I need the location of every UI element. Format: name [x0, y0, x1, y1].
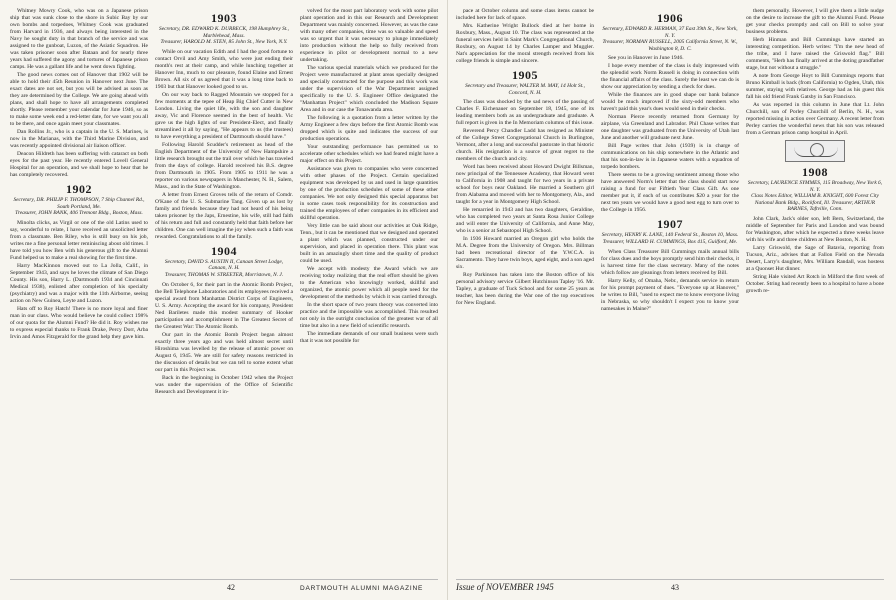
- paragraph: See you in Hanover in June 1946.: [608, 55, 684, 62]
- class-secretary: Secretary and Treasurer, WALTER M. MAY, 14 Holt St., Concord, N. H.: [465, 83, 585, 96]
- paragraph: Back in the beginning in October 1942 when the Project was under the supervision of the Office of Scientific Research and Development it in-: [155, 374, 293, 395]
- paragraph: Roy Parkinson has taken into the Boston office of his personal advisory service Gilbert Hutchinson Tapley '16. Mr. Tapley, a graduate of Tuck School and for some 25 years as teacher, has been during the War one of the top executives for New England.: [456, 272, 594, 307]
- right-footer-rule: [456, 579, 884, 580]
- left-footer-rule: [10, 579, 438, 580]
- class-treasurer: Treasurer, JOHN BANK, 406 Tremont Bldg., Boston, Mass.: [15, 210, 143, 217]
- class-secretary: Secretary, EDWARD R. HERMAN, 37 East 39th St., New York, N. Y.: [602, 26, 738, 39]
- paragraph: As was reported in this column in June that Lt. John Churchill, son of Porley Churchill of Berlin, N. H., was reported missing in action over Germany. A recent letter from Perley carries the wonderful news that his son was released from a German prison camp hospital in April.: [746, 102, 884, 136]
- paragraph: John Clark, Jack's older son, left Bern, Switzerland, the middle of September for Paris and London and was bound for Washington, after which he expected a three weeks leave with his wife and three children at New Boston, N. H.: [746, 215, 884, 243]
- paragraph: In the short space of two years theory was converted into practice and the impossible was accomplished. This resulted not only in the outright conclusion of the greatest war of all time but also in a new field of scientific research.: [300, 302, 438, 329]
- paragraph: On our way back to Ragged Mountain we stopped for a few moments at the tepee of Heap Big Chief Cutter in New London. Living the quiet life, with the son and daughter away, Vic and Florence seemed in the best of health. Vic gave us the high lights of our President-Elect, and finally streamlined it all by saying, "He appears to us (the trustees) to have everything a president of Dartmouth should have.": [155, 91, 293, 140]
- class-heading-block: [155, 245, 293, 279]
- class-treasurer: Treasurer, HAROLD M. STEN, 85 John St., New York, N.Y.: [160, 39, 288, 46]
- class-heading-block: [155, 12, 293, 46]
- class-heading-block: [456, 69, 594, 96]
- paragraph: The following is a quotation from a letter written by the Army Engineer a few days before the first Atomic Bomb was dropped which is quite and indicates the success of our production operations.: [300, 115, 438, 142]
- paragraph: I hope every member of the class is duly impressed with the splendid work Norm Russell is doing in connection with the financial affairs of the class. Surely the least we can do is show our appreciation by sending a check for dues.: [601, 63, 739, 91]
- paragraph: Word has been received about Howard Dwight Billsman, now principal of the Tennessee Academy, that Howard went to California in 1908 and taught for two years in a private school for boys near Oakland. He married a Southern girl from Alabama and moved with her to Montgomery, Ala., and taught for a year in Montgomery High School.: [456, 164, 594, 206]
- class-secretary: Secretary, DAVID S. AUSTIN II, Canaan Street Lodge, Canaan, N. H.: [164, 258, 284, 272]
- class-year-heading: 1906: [657, 11, 683, 25]
- paragraph: volved for the most part laboratory work with some pilot plant operation and in this our Research and Development Department was mainly concerned. However, as was the case with many other companies, time was so valuable and speed was so urgent that it was necessary to plunge immediately into production without the help so fully received from experience in pilot or development normal to a new undertaking.: [300, 8, 438, 63]
- illustration-icon: [785, 140, 845, 162]
- paragraph: Herb Hinman and Bill Cummings have started an interesting competition. Herb writes: "I'm the new head of the tribe, and I have raised the Griswold flag." Bill comments, "Herb has finally arrived at the doting grandfather stage, but not without a struggle.": [746, 37, 884, 71]
- paragraph: The class was shocked by the sad news of the passing of Charles F. Eichenauer on September 18, 1945, one of its leading members both as an undergraduate and graduate. A full report is given in the In Memoriam columns of this issue.: [456, 99, 594, 127]
- class-heading-block: [601, 12, 739, 52]
- class-secretary: Secretary, DR. EDWARD K. DURBECK, 198 Humphrey St., Marblehead, Mass.: [159, 26, 289, 39]
- paragraph: Hats off to Roy Hatch! There is no more loyal and finer man in our class. Who would believe he could collect 198% of our quota for the Alumni Fund? He did it. Roy wishes me to express especial thanks to Frank Drake, Percy Dorr, Arba Irvin and Amos Fitzgerald for the grand help they gave him.: [10, 305, 148, 340]
- paragraph: He remarried in 1943 and has two daughters, Geraldine, who has completed two years at Santa Rosa Junior College and will enter the University of California, and Anne May, who is a senior at Sebastopol High School.: [456, 207, 594, 235]
- paragraph: We accept with modesty the Award which we are receiving today realizing that the real effort should be given to the American who knowingly worked, skillful and organized, the atomic power which all people need for the development of the methods by which it was carried through.: [300, 266, 438, 300]
- paragraph: Whitney Mowry Cook, who was on a Japanese prison ship that was sunk close to the shore in Subic Bay by our own bombs and torpedoes, Whitney Cook was graduated from Harvard in 1936, and always being interested in the Navy he sought duty in that branch of the service and was assigned to the gunboat, Luzon, of the Asiatic Squadron. He was taken prisoner soon after Bataan and for nearly three years had suffered the agony and tortures of Japanese prison camps. He was a gallant life and he went down fighting.: [10, 8, 148, 70]
- paragraph: Assistance was given to companies who were concerned with other phases of the Project. Certain specialized equipment was developed by us and used in large quantities by one of the production schedules of some of these other companies. We not only designed this special apparatus but in some cases took responsibility for its construction and trained the employees of other companies in its efficient and skillful operation.: [300, 166, 438, 221]
- left-page-number: 42: [227, 583, 235, 592]
- class-year-heading: 1908: [802, 165, 828, 179]
- magazine-title: DARTMOUTH ALUMNI MAGAZINE: [300, 585, 424, 592]
- class-year-heading: 1907: [657, 217, 683, 232]
- paragraph: Larry Griswold, the Sage of Batavia, reporting from Tucson, Ariz., advises that at Fallon Field on the Nevada Desert, Larry's daughter, Mrs. William Randall, was hostess at a Quonset Hut dinner.: [746, 244, 884, 272]
- paragraph: A letter from Ernest Groves tells of the return of Comdr. O'Kane of the U. S. Submarine Tang. Given up as lost by family and friends because they had not heard of his being taken prisoner by the Japs, Ernestine, his wife, still had faith of his return and full and constantly held that faith before her children. One can well imagine the joy when such a faith was rewarded. Congratulations to all the family.: [155, 191, 293, 240]
- paragraph: In 1936 Howard married an Oregon girl who holds the M.A. Degree from the University of Oregon. Mrs. Billman had been recreational director of the Y.W.C.A. in Sacramento. They have twin boys, aged eight, and a son aged six.: [456, 236, 594, 271]
- class-treasurer: Treasurer, NORMAN RUSSELL, 2005 California Street, N. W., Washington 8, D. C.: [602, 39, 738, 52]
- paragraph: Harry Kelly, of Omaha, Nebr., demands service in return for his prompt payment of dues. "Everyone up at Hanover," he writes to Bill, "used to expect me to know everyone living in Nebraska, so why shouldn't I expect you to know your namesakes in Maine?": [601, 277, 739, 312]
- class-year-heading: 1905: [512, 68, 538, 82]
- class-year-heading: 1902: [66, 182, 92, 196]
- paragraph: String Hale visited Art Rotch in Milford the first week of October. String had recently been to a hospital to have a bone growth re-: [746, 273, 884, 294]
- class-heading-block: [746, 166, 884, 213]
- class-heading-block: [601, 218, 739, 245]
- class-treasurer: Treasurer, THOMAS W. STREETER, Morristown, N. J.: [164, 271, 284, 278]
- paragraph: Our part in the Atomic Bomb Project began almost exactly three years ago and was held almost secret until Hiroshima was levelled by the release of atomic power on August 6, 1945. We are still for safety reasons restricted in the discussion of details but we can tell to some extent what our part in this Project was.: [155, 331, 293, 373]
- paragraph: pace at October column and some class items cannot be included here for lack of space.: [456, 8, 594, 21]
- column-3: [300, 8, 438, 568]
- paragraph: Following Harold Scudder's retirement as head of the English Department of the University of New Hampshire a little research brought out the trail over which he has traveled from the days of college. Harold received his B.S. degree from Dartmouth in 1905. From 1905 to 1911 he was a reporter on various newspapers in Manchester, N. H., Salem, Mass., and in the State of Washington.: [155, 141, 293, 190]
- class-treasurer: Treasurer, WILLARD H. CUMMINGS, Box 415, Guilford, Me.: [602, 238, 738, 245]
- paragraph: Mrs. Katherine Wright Bullock died at her home in Roxbury, Mass., August 10. The class was represented at the funeral services held in Saint Mark's Congregational Church, Roxbury, on August 14 by Charles Lamper and Muggler. Nat's appreciation for the moral strength received from his college friends is simple and sincere.: [456, 23, 594, 64]
- paragraph: Your outstanding performance has permitted us to accelerate other schedules which we had feared might have a major effect on this Project.: [300, 144, 438, 164]
- paragraph: Minolta clicks, as Virgil or one of the old Latins used to say, wonderful to relate, I have received an unsolicited letter from a classmate. Ben Riley, who is still busy on his job, writes me a fine personal letter reminiscing about old times. I have told you how Ben with his generous gift to the Alumni Fund helped us to make a real showing for the first time.: [10, 219, 148, 261]
- paragraph: them personally. However, I will give them a little nudge on the desire to increase the gift to the Alumni Fund. Please get your checks promptly and call on Bill to solve your business problems.: [746, 8, 884, 35]
- class-secretary: Secretary, HENRY K. LANE, 140 Federal St., Boston 10, Mass.: [601, 232, 739, 239]
- column-5: [601, 8, 739, 568]
- class-secretary: Secretary, LAURENCE SYMMES, 115 Broadway, New York 6, N. Y.: [747, 180, 883, 193]
- paragraph: Dan Rollins Jr., who is a captain in the U. S. Marines, is now in the Marianas, with the Third Marine Division, and was recently appointed divisional air liaison officer.: [10, 129, 148, 149]
- class-secretary: Secretary, DR. PHILIP F. THOMPSON, 7 Ship Channel Rd., South Portland, Me.: [13, 197, 145, 210]
- right-page: [448, 0, 896, 600]
- class-year-heading: 1903: [211, 11, 237, 25]
- column-4: [456, 8, 594, 568]
- class-year-heading: 1904: [211, 243, 237, 258]
- paragraph: The immediate demands of our small business were such that it was not possible for: [300, 331, 438, 344]
- paragraph: When Class Treasurer Bill Cummings mails annual bills for class dues and the boys promptly send him their checks, it is harvest time for the class secretary. Many of the notes which follow are gleanings from letters received by Bill.: [601, 248, 739, 276]
- paragraph: There seems to be a growing sentiment among those who have answered Norm's letter that the class should start now raising a fund for our Fiftieth Year Class Gift. As one member put it, if each of us contributes $20 a year for the next ten years we would have a good nest egg to turn over to the College in 1956.: [601, 172, 739, 214]
- paragraph: Reverend Percy Chandler Ladd has resigned as Minister of the College Street Congregational Church in Burlington, Vermont, after a long and successful pastorate in that historic church. His resignation is a source of great regret to the members of the church and city.: [456, 128, 594, 163]
- paragraph: The good news comes out of Hanover that 1902 will be able to hold their 45th Reunion in Hanover next June. The exact dates are not set, but you will be advised as soon as they are determined by the College. We are going ahead with plans, and shall hope to have all arrangements completed shortly. Please remember your calendar for June 1946, so as to make some week end a red-letter date, for we want you all to be there, and once again meet your classmates.: [10, 72, 148, 127]
- column-2: [155, 8, 293, 568]
- class-treasurer: Class Notes Editor, WILLIAM B. KNIGHT, 600 Forest City National Bank Bldg., Rockford, Ill. Treasurer, ARTHUR BARNES, Taftville, Conn.: [751, 193, 879, 213]
- paragraph: Bill Page writes that John (1939) is in charge of communications on his ship somewhere in the Atlantic and that his son-in-law is in Japanese waters with a squadron of torpedo bombers.: [601, 143, 739, 171]
- column-1: [10, 8, 148, 568]
- right-page-number: 43: [671, 583, 679, 592]
- paragraph: While on our vacation Edith and I had the good fortune to contact Orvil and Amy Smith, who were just ending their month's rest at their camp, and while lunching together at Hanover Inn, much to our pleasure, found Elaine and Ernest Brown. All six of us agreed that it was a long time back to 1903 but that Hanover looked good to us.: [155, 48, 293, 90]
- class-heading-block: [10, 183, 148, 217]
- paragraph: The various special materials which we produced for the Project were manufactured at plant areas specially designed and specially constructed for the purpose and this work was under the supervision of the War Department assigned specifically to the U. S. Engineer Office designated the "Manhattan Project" which concluded the Madison Square Area and in our case the Tonawanda area.: [300, 65, 438, 113]
- paragraph: While the finances are in good shape our bank balance would be much improved if the sixty-odd members who haven't paid this year's dues would send in their checks.: [601, 92, 739, 113]
- paragraph: A note from George Hoyt to Bill Cummings reports that Bruno Kimball is back (from California) to Ogden, Utah, this summer, staying with relatives. George had as his guest this fall his old friend Frank Gatsby in San Francisco.: [746, 73, 884, 100]
- column-6: [746, 8, 884, 568]
- paragraph: Norman Pierce recently returned from Germany by airplane, via Greenland and Labrador. Phil Chase writes that one daughter was graduated from the University of Utah last June and another will graduate next June.: [601, 114, 739, 142]
- paragraph: Very little can be said about our activities at Oak Ridge, Tenn., but it can be mentioned that we designed and operated a plant which was planned, constructed under our supervision, and placed in operation there. This plant was built in an amazingly short time and the quality of product could be used.: [300, 223, 438, 264]
- paragraph: Deacon Hildreth has been suffering with cataract on both eyes for the past year. He recently entered Lovell General Hospital for an operation, and we shall hope to hear that he has completely recovered.: [10, 151, 148, 178]
- paragraph: Harry MacKinnon moved out to La Jolla, Calif., in September 1943, and says he loves the climate of San Diego County. His son, Harry L. (Dartmouth 1934 and Cincinnati Medical 1938), enlisted after completion of his specialty (psychiatry) and was a major with the 11th Airborne, seeing action on New Guinea, Leyte and Luzon.: [10, 262, 148, 304]
- issue-date: Issue of NOVEMBER 1945: [456, 582, 554, 592]
- paragraph: On October 6, for their part in the Atomic Bomb Project, the Bell Telephone Laboratories and its employees received a special award from Manhattan District Corps of Engineers, U. S. Army. Accepting the award for his company, President Ned Bariletes made this modest summary of Hooker participation and accomplishment in The Greatest Secret of the Greatest War: The Atomic Bomb.: [155, 281, 293, 330]
